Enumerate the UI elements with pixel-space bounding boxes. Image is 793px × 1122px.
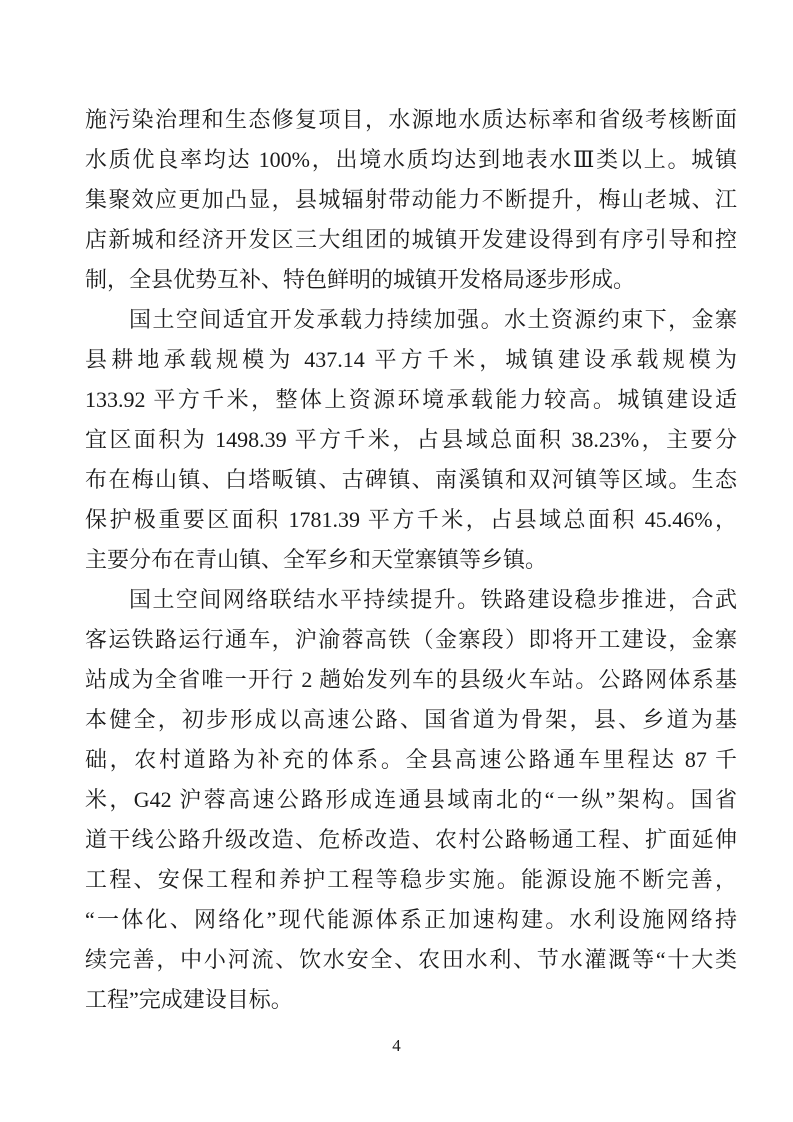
text-line: 续完善，中小河流、饮水安全、农田水利、节水灌溉等“十大类	[85, 947, 737, 972]
text-line: 县耕地承载规模为 437.14 平方千米，城镇建设承载规模为	[85, 347, 737, 372]
page-number: 4	[392, 1036, 401, 1055]
text-line: 制，全县优势互补、特色鲜明的城镇开发格局逐步形成。	[85, 267, 636, 292]
text-line: 主要分布在青山镇、全军乡和天堂寨镇等乡镇。	[85, 547, 548, 572]
text-line: 工程、安保工程和养护工程等稳步实施。能源设施不断完善，	[85, 867, 737, 892]
text-line: 客运铁路运行通车，沪渝蓉高铁（金寨段）即将开工建设，金寨	[85, 627, 737, 652]
text-line: 水质优良率均达 100%，出境水质均达到地表水Ⅲ类以上。城镇	[85, 147, 737, 172]
paragraph	[85, 580, 737, 1020]
text-line: 宜区面积为 1498.39 平方千米，占县域总面积 38.23%，主要分	[85, 427, 737, 452]
text-line: 施污染治理和生态修复项目，水源地水质达标率和省级考核断面	[85, 107, 737, 132]
text-line: 国土空间网络联结水平持续提升。铁路建设稳步推进，合武	[129, 587, 737, 612]
text-line: 站成为全省唯一开行 2 趟始发列车的县级火车站。公路网体系基	[85, 667, 737, 692]
text-line: “一体化、网络化”现代能源体系正加速构建。水利设施网络持	[85, 907, 737, 932]
text-line: 础，农村道路为补充的体系。全县高速公路通车里程达 87 千	[85, 747, 737, 772]
text-line: 店新城和经济开发区三大组团的城镇开发建设得到有序引导和控	[85, 227, 737, 252]
text-line: 道干线公路升级改造、危桥改造、农村公路畅通工程、扩面延伸	[85, 827, 737, 852]
text-line: 布在梅山镇、白塔畈镇、古碑镇、南溪镇和双河镇等区域。生态	[85, 467, 737, 492]
text-line: 133.92 平方千米，整体上资源环境承载能力较高。城镇建设适	[85, 387, 737, 412]
paragraph	[85, 100, 737, 300]
text-line: 集聚效应更加凸显，县城辐射带动能力不断提升，梅山老城、江	[85, 187, 737, 212]
text-line: 保护极重要区面积 1781.39 平方千米，占县域总面积 45.46%，	[85, 507, 737, 532]
text-line: 工程”完成建设目标。	[85, 987, 293, 1012]
paragraph	[85, 300, 737, 580]
text-line: 本健全，初步形成以高速公路、国省道为骨架，县、乡道为基	[85, 707, 737, 732]
text-block	[85, 100, 737, 1020]
text-line: 国土空间适宜开发承载力持续加强。水土资源约束下，金寨	[129, 307, 737, 332]
text-line: 米，G42 沪蓉高速公路形成连通县域南北的“一纵”架构。国省	[85, 787, 737, 812]
